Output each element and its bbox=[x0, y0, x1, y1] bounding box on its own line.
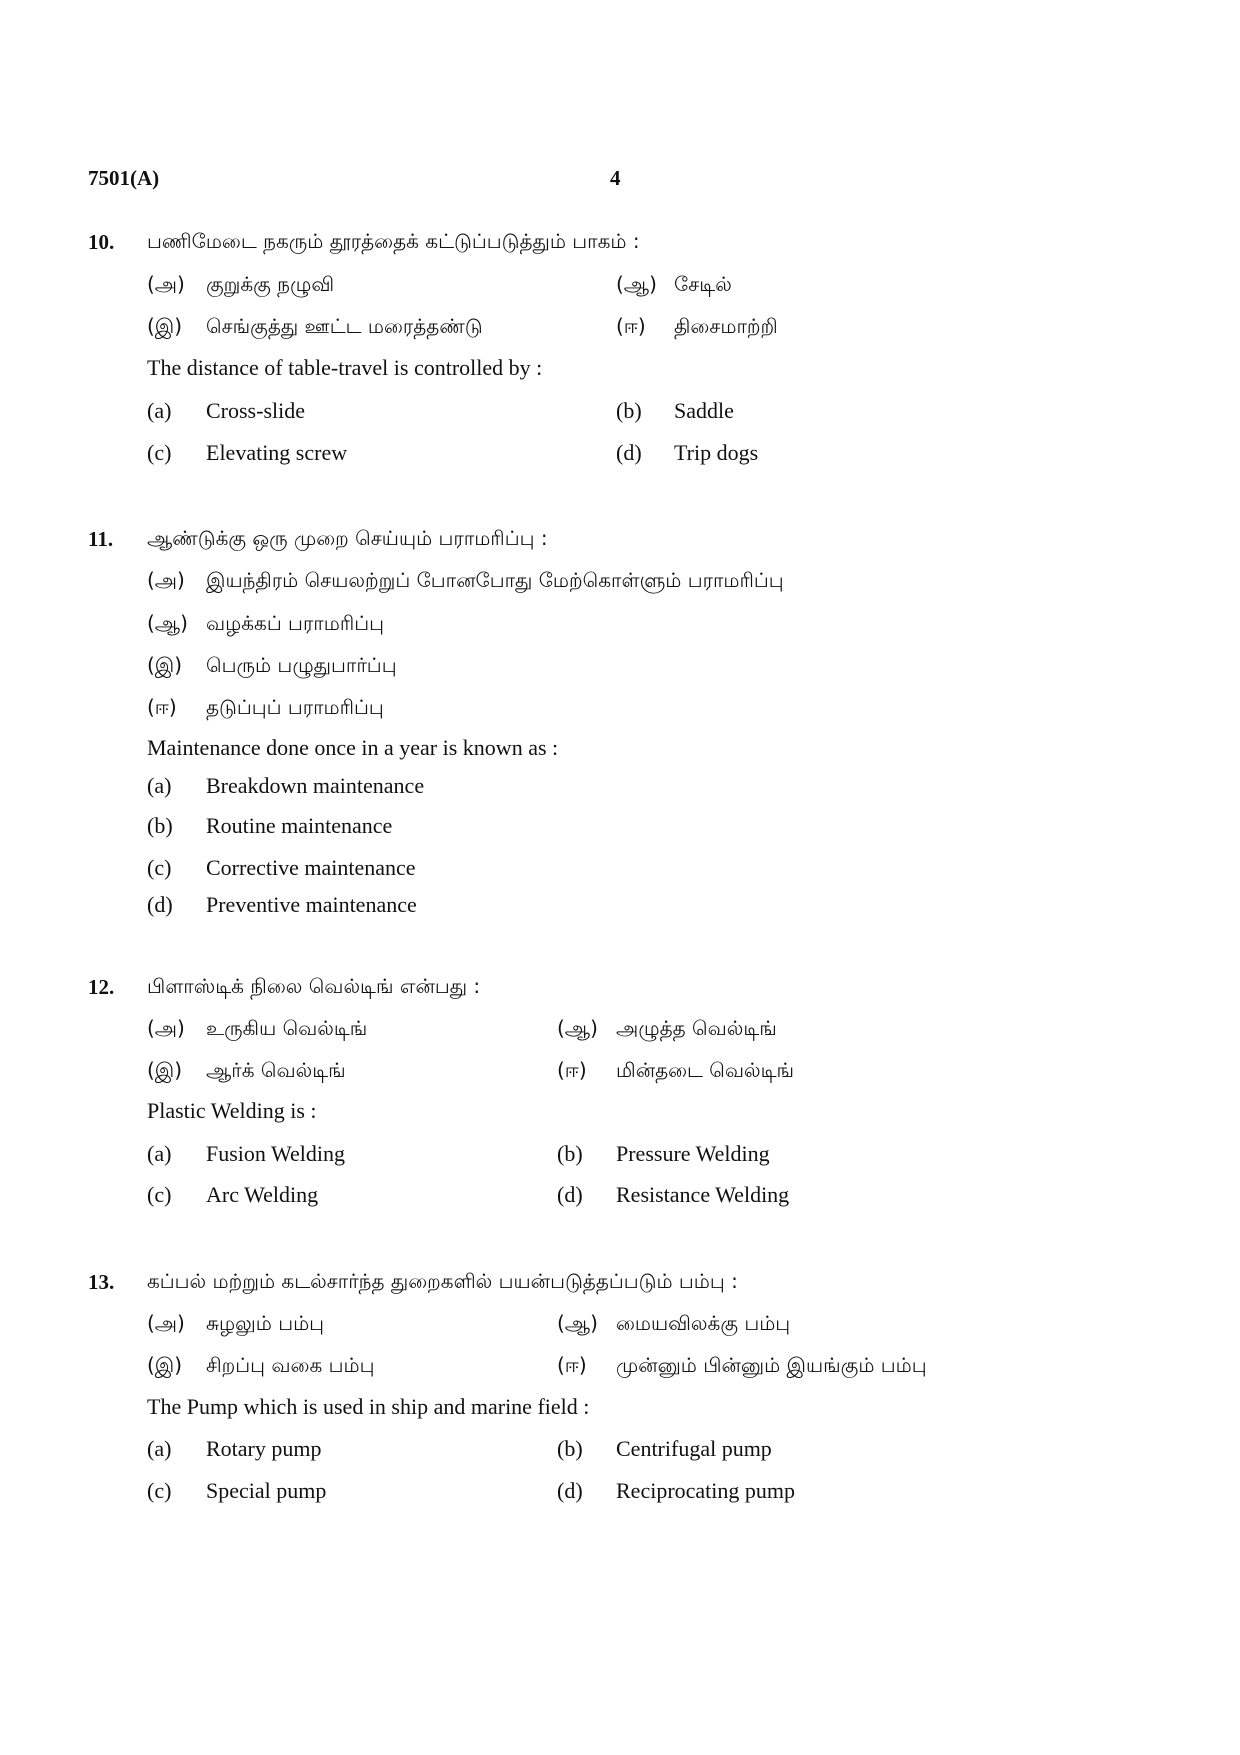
option-label: (a) bbox=[147, 1436, 172, 1461]
option-label: (c) bbox=[147, 1182, 172, 1207]
option-text: Elevating screw bbox=[206, 440, 348, 465]
question-number: 12. bbox=[88, 975, 115, 999]
option-label: (d) bbox=[616, 440, 642, 465]
page-number: 4 bbox=[610, 166, 621, 190]
option-label: (ஈ) bbox=[616, 314, 646, 338]
option-text: Saddle bbox=[674, 398, 734, 423]
option-text: Trip dogs bbox=[674, 440, 759, 465]
question-stem-tamil: ஆண்டுக்கு ஒரு முறை செய்யும் பராமரிப்பு : bbox=[147, 526, 548, 550]
question-stem-tamil: பிளாஸ்டிக் நிலை வெல்டிங் என்பது : bbox=[147, 974, 481, 998]
option-label: (b) bbox=[557, 1436, 583, 1461]
option-label: (அ) bbox=[147, 1016, 185, 1040]
option-label: (a) bbox=[147, 1141, 172, 1166]
option-label: (b) bbox=[557, 1141, 583, 1166]
option-text: Fusion Welding bbox=[206, 1141, 346, 1166]
option-label: (b) bbox=[147, 813, 173, 838]
option-text: சேடில் bbox=[674, 272, 732, 296]
option-text: இயந்திரம் செயலற்றுப் போனபோது மேற்கொள்ளும் பராமரிப்பு bbox=[206, 568, 784, 592]
option-text: பெரும் பழுதுபார்ப்பு bbox=[206, 653, 397, 677]
option-text: Rotary pump bbox=[206, 1436, 322, 1461]
option-label: (a) bbox=[147, 773, 172, 798]
option-text: Centrifugal pump bbox=[616, 1436, 772, 1461]
option-text: சிறப்பு வகை பம்பு bbox=[206, 1353, 375, 1377]
option-label: (b) bbox=[616, 398, 642, 423]
question-number: 11. bbox=[88, 527, 114, 551]
option-label: (அ) bbox=[147, 272, 185, 296]
exam-code: 7501(A) bbox=[88, 166, 160, 190]
option-text: உருகிய வெல்டிங் bbox=[206, 1016, 368, 1040]
option-label: (c) bbox=[147, 440, 172, 465]
option-text: சுழலும் பம்பு bbox=[206, 1311, 325, 1335]
option-label: (இ) bbox=[147, 1353, 183, 1377]
option-label: (ஆ) bbox=[557, 1016, 598, 1040]
option-text: ஆர்க் வெல்டிங் bbox=[206, 1058, 346, 1082]
question-stem-tamil: பணிமேடை நகரும் தூரத்தைக் கட்டுப்படுத்தும் பாகம் : bbox=[147, 229, 640, 253]
question-stem-english: Plastic Welding is : bbox=[147, 1098, 317, 1123]
question-number: 10. bbox=[88, 230, 115, 254]
question-stem-english: The distance of table-travel is controlled by : bbox=[147, 355, 543, 380]
option-text: Reciprocating pump bbox=[616, 1478, 796, 1503]
option-label: (இ) bbox=[147, 314, 183, 338]
question-stem-english: Maintenance done once in a year is known as : bbox=[147, 735, 559, 760]
question-number: 13. bbox=[88, 1270, 115, 1294]
option-text: குறுக்கு நழுவி bbox=[206, 272, 335, 296]
option-label: (ஈ) bbox=[557, 1353, 587, 1377]
option-text: முன்னும் பின்னும் இயங்கும் பம்பு bbox=[616, 1353, 927, 1377]
option-text: மையவிலக்கு பம்பு bbox=[616, 1311, 791, 1335]
question-stem-english: The Pump which is used in ship and marine field : bbox=[147, 1394, 590, 1419]
option-text: திசைமாற்றி bbox=[674, 314, 778, 338]
option-label: (ஈ) bbox=[557, 1058, 587, 1082]
option-text: Special pump bbox=[206, 1478, 327, 1503]
option-label: (இ) bbox=[147, 1058, 183, 1082]
option-text: Routine maintenance bbox=[206, 813, 393, 838]
option-text: Pressure Welding bbox=[616, 1141, 770, 1166]
option-text: Breakdown maintenance bbox=[206, 773, 425, 798]
option-text: அழுத்த வெல்டிங் bbox=[616, 1016, 777, 1040]
option-label: (ஆ) bbox=[147, 611, 188, 635]
option-label: (a) bbox=[147, 398, 172, 423]
option-text: Cross-slide bbox=[206, 398, 305, 423]
option-text: மின்தடை வெல்டிங் bbox=[616, 1058, 795, 1082]
option-label: (d) bbox=[557, 1182, 583, 1207]
option-label: (ஆ) bbox=[557, 1311, 598, 1335]
option-label: (இ) bbox=[147, 653, 183, 677]
option-text: செங்குத்து ஊட்ட மரைத்தண்டு bbox=[206, 314, 483, 338]
option-label: (d) bbox=[557, 1478, 583, 1503]
option-text: Corrective maintenance bbox=[206, 855, 416, 880]
option-text: Resistance Welding bbox=[616, 1182, 790, 1207]
option-label: (அ) bbox=[147, 568, 185, 592]
option-label: (d) bbox=[147, 892, 173, 917]
option-label: (ஆ) bbox=[616, 272, 657, 296]
option-text: தடுப்புப் பராமரிப்பு bbox=[206, 695, 384, 719]
question-stem-tamil: கப்பல் மற்றும் கடல்சார்ந்த துறைகளில் பயன்படுத்தப்படும் பம்பு : bbox=[147, 1269, 738, 1293]
option-text: வழக்கப் பராமரிப்பு bbox=[206, 611, 384, 635]
option-text: Preventive maintenance bbox=[206, 892, 417, 917]
option-label: (ஈ) bbox=[147, 695, 177, 719]
option-label: (c) bbox=[147, 855, 172, 880]
option-label: (அ) bbox=[147, 1311, 185, 1335]
option-label: (c) bbox=[147, 1478, 172, 1503]
option-text: Arc Welding bbox=[206, 1182, 319, 1207]
